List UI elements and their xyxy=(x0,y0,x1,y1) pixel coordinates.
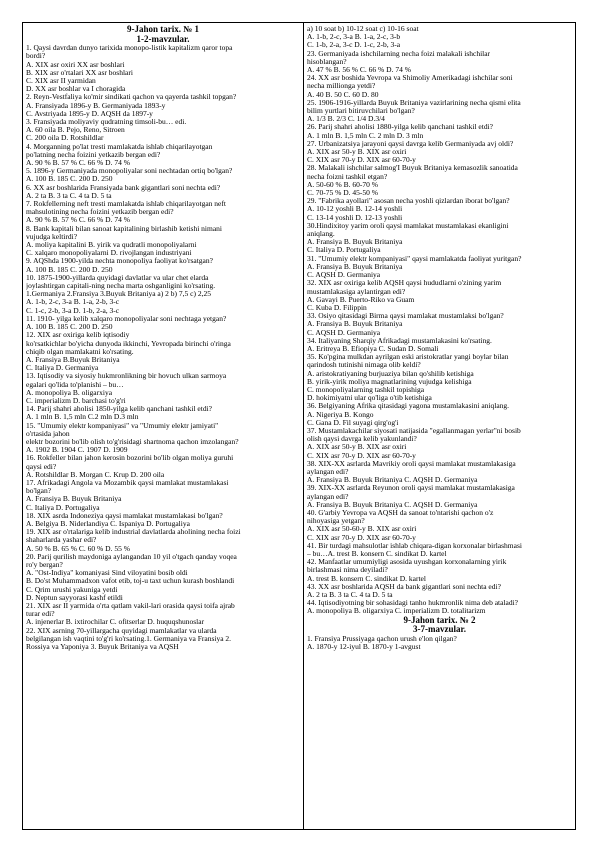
left-heading: 1-2-mavzular. xyxy=(136,34,190,44)
left-text-line: A. 50 % B. 65 % C. 60 % D. 55 % xyxy=(26,544,130,553)
left-text-line: 10. 1875-1900-yillarda quyidagi davlatlar va ular chet elarda xyxy=(26,273,209,282)
right-text-line: 37. Mustamlakachilar siyosati natijasida "egallanmagan yerlar"ni bosib xyxy=(307,426,521,435)
right-text-line: hisoblangan? xyxy=(307,57,347,66)
left-text-line: elektr bozorini bo'lib olish to'g'risidagi shartnoma qachon imzolangan? xyxy=(26,437,239,446)
left-text-line: 17. Afrikadagi Angola va Mozambik qaysi mamlakat mustamlakasi xyxy=(26,478,229,487)
right-text-line: 32. XIX asr oxiriga kelib AQSH qaysi hududlarni o'zining yarim xyxy=(307,279,502,288)
left-text-line: A. Fransiya B. Buyuk Britaniya xyxy=(26,495,122,504)
left-heading: 9-Jahon tarix. № 1 xyxy=(126,25,200,34)
right-text-line: A. 1-b, 2-c, 3-a B. 1-a, 2-c, 3-b xyxy=(307,33,401,42)
right-text-line: mustamlakasiga aylantirgan edi? xyxy=(307,287,406,296)
right-text-line: C. Gana D. Fil suyagi qirg'og'i xyxy=(307,418,399,427)
left-text-line: 21. XIX asr II yarmida o'rta qatlam vakil-lari orasida qaysi toifa ajrab xyxy=(26,602,235,610)
left-text-line: D. XX asr boshlar va I choragida xyxy=(26,85,126,94)
left-text-line: shaharlarda yashar edi? xyxy=(26,536,97,545)
right-text-line: 27. Urbanizatsiya jarayoni qaysi davrga kelib Germaniyada avj oldi? xyxy=(307,139,514,148)
left-text-line: C. 1-c, 2-b, 3-a D. 1-b, 2-a, 3-c xyxy=(26,306,120,315)
right-text-line: A. XIX asr 50-y B. XIX asr oxiri xyxy=(307,443,407,452)
left-text-line: ro'y bergan? xyxy=(26,560,63,569)
left-text-line: A. 90 % B. 57 % C. 66 % D. 74 % xyxy=(26,159,130,168)
right-text-line: A. Nigeriya B. Kongo xyxy=(307,410,374,419)
left-column xyxy=(23,24,303,827)
right-text-line: 25. 1906-1916-yillarda Buyuk Britaniya vazirlarining necha qismi elita xyxy=(307,98,521,107)
right-text-line: A. Fransiya B. Buyuk Britaniya xyxy=(307,238,403,247)
left-text-line: A. moliya kapitalini B. yirik va qudratli monopoliyalarni xyxy=(26,241,197,250)
left-text-line: A. 2 ta B. 3 ta C. 4 ta D. 5 ta xyxy=(26,191,112,200)
right-text-line: 41. Bir turdagi mahsulotlar ishlab chiqara-digan korxonalar birlashmasi xyxy=(307,541,522,550)
right-text-line: A. Gavayi B. Puerto-Riko va Guam xyxy=(307,295,415,304)
left-text-line: B. Do'st Muhammadxon vafot etib, toj-u taxt uchun kurash boshlandi xyxy=(26,577,235,586)
left-text-line: C. xalqaro monopoliyalarni D. rivojlangan industriyani xyxy=(26,249,192,258)
right-text-line: A. 40 B. 50 C. 60 D. 80 xyxy=(307,90,379,99)
left-text-line: C. 200 oila D. Rotshildlar xyxy=(26,134,104,143)
right-text-line: C. XIX asr 70-y D. XIX asr 60-70-y xyxy=(307,533,416,542)
left-text-line: C. Avstriyada 1895-y D. AQSH da 1897-y xyxy=(26,109,153,118)
right-text-line: C. AQSH D. Germaniya xyxy=(307,271,381,280)
left-text-line: belgilangan ish vaqtini to'g'ri ko'rsating.1. Germaniya va Fransiya 2. xyxy=(26,634,232,643)
left-text-line: qaysi edi? xyxy=(26,462,57,471)
right-text-line: 44. Iqtisodiyotning bir sohasidagi tanho hukmronlik nima deb ataladi? xyxy=(307,599,519,608)
right-text-line: aylangan edi? xyxy=(307,492,349,501)
left-text-line: A. Fransiya B.Buyuk Britaniya xyxy=(26,355,120,364)
right-heading: 3-7-mavzular. xyxy=(413,625,466,635)
left-text-line: vujudga keltirdi? xyxy=(26,232,78,241)
right-text-line: nihoyasiga yetgan? xyxy=(307,517,365,526)
left-text-line: mahsulotining necha foizini yetkazib bergan edi? xyxy=(26,208,174,217)
left-text-line: C. Italiya D. Portugaliya xyxy=(26,503,100,512)
right-text-line: A. XIX asr 50-60-y B. XIX asr oxiri xyxy=(307,525,417,534)
right-text-line: necha foizni tashkil etgan? xyxy=(307,172,388,181)
left-text-line: 15. "Umumiy elektr kompaniyasi" va "Umumiy elektr jamiyati" xyxy=(26,421,219,430)
right-text-line: A. 2 ta B. 3 ta C. 4 ta D. 5 ta xyxy=(307,591,393,600)
left-text-line: 11. 1910- yilga kelib xalqaro monopoliyalar soni nechtaga yetgan? xyxy=(26,314,227,323)
left-text-line: chiqib olgan mamlakatni ko'rsating. xyxy=(26,347,134,356)
right-text-line: 42. Manfaatlar umumiyligi asosida uyushgan korxonalarning yirik xyxy=(307,558,507,567)
left-text-line: 18. XIX asrda Indonеziya qaysi mamlakat mustamlakasi bo'lgan? xyxy=(26,511,223,520)
left-text-line: joylashtirgan capitali-ning necha marta oshganligini ko'rsating. xyxy=(26,282,216,291)
left-text-line: 1.Germaniya 2.Fransiya 3.Buyuk Britaniya a) 2 b) 7,5 c) 2,25 xyxy=(26,290,211,299)
left-text-line: A. 100 B. 185 C. 200 D. 250 xyxy=(26,175,113,184)
left-text-line: A. Rotshildlar B. Morgan C. Krup D. 200 oila xyxy=(26,470,165,479)
right-text-line: A. Fransiya B. Buyuk Britaniya C. AQSH D. Germaniya xyxy=(307,476,478,485)
left-text-line: 6. XX asr boshlarida Fransiyada bank gigantlari soni nechta edi? xyxy=(26,183,221,192)
left-text-line: 4. Morganning po'lat tresti mamlakatda ishlab chiqarilayotgan xyxy=(26,142,213,151)
left-text-line: 14. Parij shahri aholisi 1850-yilga kelib qanchani tashkil etdi? xyxy=(26,405,213,414)
right-text-line: aniqlang. xyxy=(307,230,335,239)
right-text-line: A. 1/3 B. 2/3 C. 1/4 D.3/4 xyxy=(307,115,385,124)
right-text-line: 38. XIX-XX asrlarda Mavrikiy oroli qaysi mamlakat mustamlakasiga xyxy=(307,459,516,468)
left-text-line: 5. 1896-y Germaniyada monopoliyalar soni nechtadan ortiq bo'lgan? xyxy=(26,167,233,176)
right-text-line: A. 1870-y 12-iyul B. 1870-y 1-avgust xyxy=(307,643,421,652)
right-text-line: A. 1 mln B. 1,5 mln C. 2 mln D. 3 mln xyxy=(307,131,424,140)
left-text-line: D. Neptun sayyorasi kashf etildi xyxy=(26,593,123,602)
left-text-line: A. monopoliya B. oligarxiya xyxy=(26,388,113,397)
left-text-line: C. imperializm D. barchasi to'g'ri xyxy=(26,396,126,405)
right-text-line: a) 10 soat b) 10-12 soat c) 10-16 soat xyxy=(307,25,419,33)
left-text-line: po'latning necha foizini yetkazib bergan edi? xyxy=(26,150,161,159)
right-text-line: A. Eritreya B. Efiopiya C. Sudan D. Somali xyxy=(307,344,439,353)
right-text-line: A. trest B. konsern C. sindikat D. kartel xyxy=(307,574,426,583)
right-text-line: 23. Germaniyada ishchilarning necha foizi malakali ishchilar xyxy=(307,49,491,58)
left-text-line: 7. Rokfellerning neft tresti mamlakatda ishlab chiqarilayotgan neft xyxy=(26,200,226,209)
left-text-line: turar edi? xyxy=(26,610,55,619)
right-text-line: A. 50-60 % B. 60-70 % xyxy=(307,180,379,189)
left-text-line: A. 100 B. 185 C. 200 D. 250 xyxy=(26,323,113,332)
right-text-line: 35. Ko'pgina mulkdan ayrilgan eski aristokratlar yangi boylar bilan xyxy=(307,353,509,362)
right-text-line: birlashmasi nima deyiladi? xyxy=(307,566,388,575)
right-text-line: 30.Hindixitoy yarim oroli qaysi mamlakat mustamlakasi ekanligini xyxy=(307,221,509,230)
right-text-line: A. Fransiya B. Buyuk Britaniya xyxy=(307,262,403,271)
right-text-line: C. XIX asr 70-y D. XIX asr 60-70-y xyxy=(307,451,416,460)
right-text-line: A. 10-12 yoshli B. 12-14 yoshli xyxy=(307,205,403,214)
left-text-line: 16. Rokfeller bilan jahon kerosin bozorini bo'lib olgan moliya guruhi xyxy=(26,454,234,463)
right-text-line: A. monopoliya B. oligarxiya C. imperializm D. totalitarizm xyxy=(307,607,486,616)
left-text-line: A. 1 mln B. 1,5 mln C.2 mln D.3 mln xyxy=(26,413,139,422)
right-text-line: A. 47 % B. 56 % C. 66 % D. 74 % xyxy=(307,66,411,75)
right-text-line: 29. "Fabrika ayollari" asosan necha yoshli qizlardan iborat bo'lgan? xyxy=(307,197,510,206)
right-text-line: 43. XX asr boshlarida AQSH da bank gigantlari soni nechta edi? xyxy=(307,582,501,591)
right-text-line: necha millionga yetdi? xyxy=(307,82,376,91)
right-text-line: A. aristokratiyaning burjuaziya bilan qo'shilib ketishiga xyxy=(307,369,474,378)
left-text-line: A. injenerlar B. ixtirochilar C. ofitserlar D. huquqshunoslar xyxy=(26,618,205,627)
left-text-line: 1. Qaysi davrdan dunyo tarixida monopo-listik kapitalizm qaror topa xyxy=(26,44,233,53)
test-sheet xyxy=(22,22,576,830)
left-text-line: A. Belgiya B. Niderlandiya C. Ispaniya D. Portugaliya xyxy=(26,519,190,528)
right-text-line: A. Fransiya B. Buyuk Britaniya C. AQSH D. Germaniya xyxy=(307,500,478,509)
left-text-line: 2. Reyn-Vestfaliya ko'mir sindikati qachon va qayerda tashkil topgan? xyxy=(26,93,237,102)
left-text-line: A. 1902 B. 1904 C. 1907 D. 1909 xyxy=(26,446,128,455)
left-text-line: A. 1-b, 2-c, 3-a B. 1-a, 2-b, 3-c xyxy=(26,298,120,307)
left-text-line: 22. XIX asrning 70-yillargacha quyidagi mamlakatlar va ularda xyxy=(26,626,217,635)
right-text-line: B. yirik-yirik moliya magnatlarining vujudga kelishiga xyxy=(307,377,472,386)
left-text-line: 9. AQShda 1900-yilda nechta monopoliya faoliyat ko'rsatgan? xyxy=(26,257,213,266)
right-text-line: qarindosh tutinishi nimaga olib keldi? xyxy=(307,361,421,370)
right-text-line: C. 1-b, 2-a, 3-c D. 1-c, 2-b, 3-a xyxy=(307,41,401,50)
right-text-line: A. XIX asr 50-y B. XIX asr oxiri xyxy=(307,148,407,157)
left-text-line: 19. XIX asr o'rtalariga kelib industrial davlatlarda aholining necha foizi xyxy=(26,528,241,537)
right-text-line: 33. Osiyo qitasidagi Birma qaysi mamlakat mustamlaksi bo'lgan? xyxy=(307,312,504,321)
left-text-line: A. 90 % B. 57 % C. 66 % D. 74 % xyxy=(26,216,130,225)
right-text-line: C. 13-14 yoshli D. 12-13 yoshli xyxy=(307,213,403,222)
left-text-line: 20. Parij qurilish maydoniga aylangandan 10 yil o'tgach qanday voqea xyxy=(26,552,237,561)
left-text-line: 8. Bank kapitali bilan sanoat kapitalining birlashib ketishi nimani xyxy=(26,224,223,233)
left-text-line: A. XIX asr oxiri XX asr boshlari xyxy=(26,60,125,69)
right-text-line: bilim yurtlari bitiruvchilari bo'lgan? xyxy=(307,107,415,116)
right-text-line: C. Italiya D. Portugaliya xyxy=(307,246,381,255)
left-text-line: C. XIX asr II yarmidan xyxy=(26,77,96,85)
left-text-line: 3. Fransiyada moliyaviy qudratning timsoli-bu… edi. xyxy=(26,118,187,127)
right-text-line: C. monopoliyalarning tashkil topishiga xyxy=(307,385,425,394)
right-text-line: A. Fransiya B. Buyuk Britaniya xyxy=(307,320,403,329)
left-text-line: A. "Ost-Indiya" komaniyasi Sind viloyatini bosib oldi xyxy=(26,569,188,578)
left-text-line: C. Qrim urushi yakuniga yetdi xyxy=(26,585,118,594)
right-heading: 9-Jahon tarix. № 2 xyxy=(403,615,476,625)
left-text-line: A. 100 B. 185 C. 200 D. 250 xyxy=(26,265,113,274)
left-text-line: A. 60 oila B. Pejo, Reno, Sitroen xyxy=(26,126,125,135)
right-text-line: 39. XIX-XX asrlarda Reyunon oroli qaysi mamlakat mustamlakasiga xyxy=(307,484,515,493)
right-text-line: olish qaysi davrga kelib yakunlandi? xyxy=(307,435,417,444)
left-text-line: egalari qo'lida to'planishi – bu… xyxy=(26,380,124,389)
right-text-line: 40. G'arbiy Yevropa va AQSH da sanoat to'ntarishi qachon o'z xyxy=(307,508,494,517)
right-text-line: 24. XX asr boshida Yevropa va Shimoliy Amerikadagi ishchilar soni xyxy=(307,74,513,83)
left-text-line: bo'lgan? xyxy=(26,487,52,496)
left-text-line: Rossiya va Yaponiya 3. Buyuk Britaniya va AQSH xyxy=(26,643,179,652)
right-text-line: C. Kuba D. Filippin xyxy=(307,303,367,312)
right-text-line: 28. Malakali ishchilar salmog'I Buyuk Britaniya kemasozlik sanoatida xyxy=(307,164,518,173)
right-text-line: C. 70-75 % D. 45-50 % xyxy=(307,189,379,198)
right-text-line: 36. Belgiyaning Afrika qitasidagi yagona mustamlakasini aniqlang. xyxy=(307,402,510,411)
left-text-line: o'rtasida jahon xyxy=(26,429,70,438)
right-text-line: 31. "Umumiy elektr kompaniyasi" qaysi mamlakatda faoliyat yuritgan? xyxy=(307,254,522,263)
left-text-line: C. Italiya D. Germaniya xyxy=(26,364,99,373)
right-text-line: C. XIX asr 70-y D. XIX asr 60-70-y xyxy=(307,156,416,165)
left-text-line: bordi? xyxy=(26,52,46,61)
left-text-line: ko'rsatkichlar bo'yicha dunyoda ikkinchi, Yevropada birinchi o'ringa xyxy=(26,339,231,348)
right-text-line: C. AQSH D. Germaniya xyxy=(307,328,381,337)
right-column xyxy=(304,24,575,827)
right-text-line: 26. Parij shahri aholisi 1880-yilga kelib qanchani tashkil etdi? xyxy=(307,123,494,132)
right-text-line: – bu…A. trest B. konsern C. sindikat D. kartel xyxy=(307,550,447,558)
right-text-line: 1. Fransiya Prussiyaga qachon urush e'lon qilgan? xyxy=(307,634,457,643)
left-text-line: 13. Iqtisodiy va siyosiy hukmronlikning bir hovuch ulkan sarmoya xyxy=(26,372,227,381)
left-text-line: B. XIX asr o'rtalari XX asr boshlari xyxy=(26,68,133,77)
right-text-line: aylangan edi? xyxy=(307,467,349,476)
left-text-line: A. Fransiyada 1896-y B. Germaniyada 1893-y xyxy=(26,101,166,110)
right-text-line: 34. Italiyaning Sharqiy Afrikadagi mustamlakasini ko'rsating. xyxy=(307,336,492,345)
left-text-line: 12. XIX asr oxiriga kelib iqtisodiy xyxy=(26,331,130,340)
right-text-line: D. hokimiyatni ular qo'liga o'tib ketishiga xyxy=(307,394,432,403)
